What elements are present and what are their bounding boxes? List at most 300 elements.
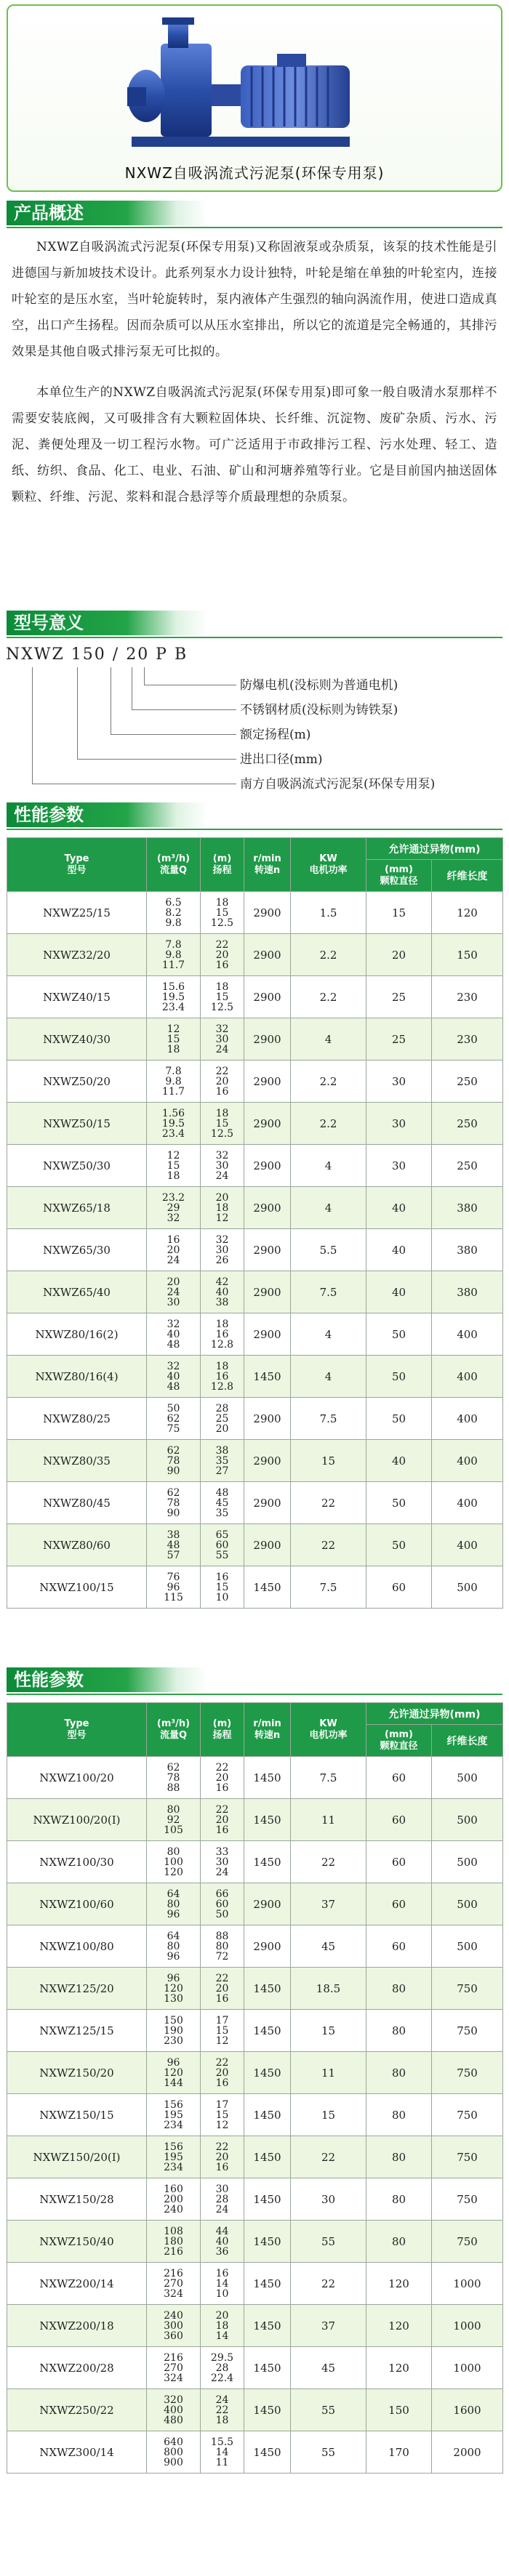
flow-cell-value: 76 — [167, 1571, 180, 1583]
power-cell: 55 — [291, 2431, 366, 2474]
fiber-cell: 400 — [432, 1524, 503, 1566]
speed-cell: 1450 — [244, 2263, 291, 2305]
flow-cell-value: 88 — [167, 1782, 180, 1794]
head-cell-value: 35 — [215, 1454, 229, 1467]
table-row — [7, 1757, 503, 1799]
model-cell: NXWZ80/45 — [7, 1482, 147, 1524]
head-cell-value: 38 — [215, 1444, 229, 1457]
speed-cell: 1450 — [244, 2221, 291, 2263]
solids-group-header: 允许通过异物(mm) — [366, 1703, 503, 1725]
flow-cell-value: 80 — [167, 1898, 180, 1910]
head-cell-value: 24 — [215, 1043, 229, 1055]
head-cell-value: 20 — [215, 1191, 229, 1204]
model-cell: NXWZ80/60 — [7, 1524, 147, 1566]
flow-cell-value: 90 — [167, 1465, 180, 1477]
flow-cell-value: 30 — [167, 1296, 180, 1308]
solids-group-header: 允许通过异物(mm) — [366, 838, 503, 860]
head-cell-value: 60 — [215, 1539, 229, 1551]
divider — [7, 1694, 502, 1695]
head-cell — [201, 1103, 244, 1145]
model-cell: NXWZ200/14 — [7, 2263, 147, 2305]
power-cell: 4 — [291, 1145, 366, 1187]
flow-cell — [147, 1356, 201, 1398]
flow-cell-value: 12 — [167, 1023, 180, 1035]
fiber-cell: 380 — [432, 1271, 503, 1313]
power-cell: 37 — [291, 2305, 366, 2347]
power-cell: 22 — [291, 2136, 366, 2178]
head-cell-value: 15 — [215, 1581, 229, 1593]
head-cell-value: 48 — [215, 1486, 229, 1499]
head-cell — [201, 2052, 244, 2094]
model-cell: NXWZ80/16(2) — [7, 1313, 147, 1356]
head-cell-value: 16 — [215, 2077, 229, 2089]
table-row — [7, 934, 503, 976]
model-cell: NXWZ50/15 — [7, 1103, 147, 1145]
speed-cell: 2900 — [244, 1229, 291, 1271]
table-row — [7, 1145, 503, 1187]
head-cell — [201, 1398, 244, 1440]
power-cell: 4 — [291, 1356, 366, 1398]
particle-cell: 30 — [366, 1103, 432, 1145]
head-cell — [201, 1145, 244, 1187]
power-cell: 15 — [291, 2094, 366, 2136]
flow-cell — [147, 2178, 201, 2221]
head-cell-value: 12.8 — [210, 1338, 234, 1351]
head-cell-value: 18 — [215, 1202, 229, 1214]
particle-cell: 60 — [366, 1799, 432, 1841]
power-cell: 4 — [291, 1018, 366, 1060]
flow-cell-value: 320 — [164, 2394, 183, 2406]
flow-cell-value: 9.8 — [165, 1075, 182, 1087]
head-cell-value: 24 — [215, 1170, 229, 1182]
speed-cell: 2900 — [244, 1482, 291, 1524]
head-cell-value: 22 — [215, 1065, 229, 1077]
particle-cell: 25 — [366, 976, 432, 1018]
head-cell — [201, 934, 244, 976]
fiber-cell: 1000 — [432, 2347, 503, 2389]
speed-cell: 1450 — [244, 1757, 291, 1799]
head-cell-value: 14 — [215, 2330, 229, 2342]
speed-header: r/min 转速n — [244, 838, 291, 892]
head-cell-value: 26 — [215, 1254, 229, 1266]
particle-cell: 80 — [366, 2221, 432, 2263]
head-cell-value: 18 — [215, 1360, 229, 1372]
particle-cell: 60 — [366, 1925, 432, 1968]
power-cell: 2.2 — [291, 934, 366, 976]
head-header: (m) 扬程 — [201, 1703, 244, 1757]
flow-cell-value: 64 — [167, 1888, 180, 1900]
model-cell: NXWZ300/14 — [7, 2431, 147, 2474]
fiber-cell: 150 — [432, 934, 503, 976]
head-cell-value: 22 — [215, 1761, 229, 1774]
pump-illustration — [117, 15, 379, 154]
speed-cell: 1450 — [244, 2136, 291, 2178]
head-cell-value: 14 — [215, 2277, 229, 2290]
flow-cell — [147, 2347, 201, 2389]
head-cell-value: 22 — [215, 2141, 229, 2153]
performance-table-1 — [7, 837, 503, 1609]
table-row — [7, 1440, 503, 1482]
power-cell: 4 — [291, 1187, 366, 1229]
fiber-cell: 380 — [432, 1187, 503, 1229]
divider — [7, 637, 502, 638]
flow-cell — [147, 1187, 201, 1229]
head-cell — [201, 1271, 244, 1313]
model-cell: NXWZ150/20 — [7, 2052, 147, 2094]
speed-cell: 1450 — [244, 2347, 291, 2389]
head-cell-value: 12.5 — [210, 917, 234, 929]
fiber-cell: 250 — [432, 1103, 503, 1145]
head-cell-value: 20 — [215, 1422, 229, 1435]
flow-cell-value: 78 — [167, 1771, 180, 1784]
particle-cell: 40 — [366, 1187, 432, 1229]
power-cell: 11 — [291, 2052, 366, 2094]
head-cell — [201, 2010, 244, 2052]
flow-cell-value: 23.2 — [161, 1191, 185, 1204]
fiber-cell: 230 — [432, 1018, 503, 1060]
head-cell-value: 10 — [215, 2287, 229, 2300]
power-cell: 7.5 — [291, 1566, 366, 1609]
flow-cell-value: 900 — [164, 2456, 183, 2468]
table-row — [7, 2010, 503, 2052]
flow-cell-value: 270 — [164, 2362, 183, 2374]
flow-cell-value: 20 — [167, 1276, 180, 1288]
model-cell: NXWZ32/20 — [7, 934, 147, 976]
flow-cell-value: 195 — [164, 2109, 183, 2121]
model-cell: NXWZ65/18 — [7, 1187, 147, 1229]
head-cell — [201, 2347, 244, 2389]
flow-cell-value: 23.4 — [161, 1127, 185, 1140]
flow-cell — [147, 2305, 201, 2347]
performance-heading-1: 性能参数 — [7, 802, 225, 827]
table-row — [7, 1313, 503, 1356]
model-cell: NXWZ50/20 — [7, 1060, 147, 1103]
model-cell: NXWZ150/20(I) — [7, 2136, 147, 2178]
flow-cell-value: 270 — [164, 2277, 183, 2290]
table-row — [7, 2347, 503, 2389]
flow-cell-value: 75 — [167, 1422, 180, 1435]
overview-heading: 产品概述 — [7, 201, 225, 225]
flow-cell-value: 57 — [167, 1549, 180, 1561]
particle-cell: 120 — [366, 2347, 432, 2389]
head-cell-value: 16 — [215, 1782, 229, 1794]
flow-cell-value: 20 — [167, 1244, 180, 1256]
flow-cell-value: 234 — [164, 2161, 183, 2173]
speed-cell: 1450 — [244, 1799, 291, 1841]
head-cell — [201, 2178, 244, 2221]
speed-cell: 1450 — [244, 1841, 291, 1883]
flow-cell-value: 324 — [164, 2287, 183, 2300]
flow-cell-value: 15 — [167, 1159, 180, 1172]
head-cell-value: 38 — [215, 1296, 229, 1308]
flow-cell-value: 120 — [164, 1866, 183, 1878]
particle-cell: 30 — [366, 1145, 432, 1187]
leader-line — [32, 667, 236, 784]
particle-cell: 60 — [366, 1883, 432, 1925]
particle-cell: 80 — [366, 2136, 432, 2178]
head-cell-value: 20 — [215, 2309, 229, 2322]
fiber-cell: 400 — [432, 1440, 503, 1482]
model-cell: NXWZ50/30 — [7, 1145, 147, 1187]
table-row — [7, 1566, 503, 1609]
flow-cell — [147, 1841, 201, 1883]
head-cell — [201, 1018, 244, 1060]
speed-cell: 2900 — [244, 1524, 291, 1566]
table-row — [7, 1841, 503, 1883]
flow-cell — [147, 976, 201, 1018]
flow-cell-value: 150 — [164, 2014, 183, 2026]
head-cell — [201, 1757, 244, 1799]
type-header: Type 型号 — [7, 1703, 147, 1757]
table-row — [7, 2305, 503, 2347]
table-row — [7, 1925, 503, 1968]
model-explanation-explosion-proof: 防爆电机(没标则为普通电机) — [240, 678, 398, 693]
particle-cell: 50 — [366, 1524, 432, 1566]
fiber-cell: 120 — [432, 892, 503, 934]
particle-cell: 80 — [366, 2094, 432, 2136]
head-cell-value: 35 — [215, 1507, 229, 1519]
flow-cell-value: 800 — [164, 2446, 183, 2458]
fiber-cell: 1000 — [432, 2305, 503, 2347]
fiber-header: 纤维长度 — [432, 1725, 503, 1757]
table-row — [7, 1060, 503, 1103]
head-cell — [201, 1187, 244, 1229]
flow-cell-value: 130 — [164, 1992, 183, 2005]
speed-cell: 1450 — [244, 2178, 291, 2221]
head-cell-value: 36 — [215, 2245, 229, 2258]
speed-cell: 2900 — [244, 976, 291, 1018]
flow-cell-value: 360 — [164, 2330, 183, 2342]
fiber-cell: 500 — [432, 1883, 503, 1925]
speed-cell: 2900 — [244, 1018, 291, 1060]
head-cell — [201, 1060, 244, 1103]
flow-cell — [147, 1398, 201, 1440]
table-row — [7, 2389, 503, 2431]
flow-cell-value: 96 — [167, 1908, 180, 1920]
model-cell: NXWZ65/40 — [7, 1271, 147, 1313]
flow-cell-value: 18 — [167, 1043, 180, 1055]
flow-cell-value: 144 — [164, 2077, 183, 2089]
flow-cell-value: 24 — [167, 1286, 180, 1298]
model-cell: NXWZ80/16(4) — [7, 1356, 147, 1398]
head-cell-value: 88 — [215, 1930, 229, 1942]
head-cell-value: 22 — [215, 938, 229, 951]
flow-cell-value: 115 — [164, 1591, 183, 1603]
head-cell-value: 30 — [215, 1244, 229, 1256]
head-cell-value: 16 — [215, 1370, 229, 1382]
power-header: KW 电机功率 — [291, 838, 366, 892]
model-explanation-head: 额定扬程(m) — [240, 728, 311, 742]
flow-cell-value: 300 — [164, 2319, 183, 2332]
head-cell-value: 72 — [215, 1950, 229, 1963]
flow-cell — [147, 1799, 201, 1841]
head-cell-value: 33 — [215, 1846, 229, 1858]
power-cell: 4 — [291, 1313, 366, 1356]
overview-paragraph-2: 本单位生产的NXWZ自吸涡流式污泥泵(环保专用泵)即可象一般自吸清水泵那样不需要安装底阀，又可吸排含有大颗粒固体块、长纤维、沉淀物、废矿杂质、污水、污泥、粪便处理及一切工程污水物。可广泛适用于市政排污工程、污水处理、轻工、造纸、纺织、食品、化工、电业、石油、矿山和河塘养殖等行业。它是目前国内抽送固体颗粒、纤维、污泥、浆料和混合悬浮等介质最理想的杂质泵。 — [12, 385, 497, 504]
head-cell-value: 11 — [215, 2456, 229, 2468]
flow-cell-value: 216 — [164, 2245, 183, 2258]
table-row — [7, 2052, 503, 2094]
flow-cell-value: 234 — [164, 2119, 183, 2131]
head-cell-value: 40 — [215, 1286, 229, 1298]
power-cell: 15 — [291, 2010, 366, 2052]
head-cell-value: 20 — [215, 1771, 229, 1784]
flow-cell — [147, 934, 201, 976]
particle-cell: 50 — [366, 1313, 432, 1356]
head-cell-value: 18 — [215, 2319, 229, 2332]
flow-cell-value: 96 — [167, 2056, 180, 2069]
flow-cell-value: 100 — [164, 1856, 183, 1868]
head-cell-value: 20 — [215, 1075, 229, 1087]
flow-cell-value: 16 — [167, 1233, 180, 1246]
table-row — [7, 892, 503, 934]
flow-cell — [147, 1757, 201, 1799]
performance-heading-2: 性能参数 — [7, 1667, 225, 1692]
flow-cell — [147, 1440, 201, 1482]
flow-cell-value: 105 — [164, 1824, 183, 1836]
head-cell — [201, 2305, 244, 2347]
speed-cell: 2900 — [244, 1440, 291, 1482]
head-cell-value: 20 — [215, 2151, 229, 2163]
flow-cell-value: 216 — [164, 2267, 183, 2279]
flow-cell-value: 180 — [164, 2235, 183, 2247]
head-cell-value: 18 — [215, 2414, 229, 2426]
head-cell-value: 66 — [215, 1888, 229, 1900]
head-cell — [201, 976, 244, 1018]
model-explanation-series: 南方自吸涡流式污泥泵(环保专用泵) — [240, 777, 436, 792]
flow-cell-value: 23.4 — [161, 1001, 185, 1013]
particle-cell: 80 — [366, 2178, 432, 2221]
power-cell: 30 — [291, 2178, 366, 2221]
model-cell: NXWZ25/15 — [7, 892, 147, 934]
flow-cell — [147, 1018, 201, 1060]
head-cell-value: 16 — [215, 1085, 229, 1098]
flow-cell — [147, 1482, 201, 1524]
head-cell-value: 12 — [215, 2119, 229, 2131]
flow-cell-value: 29 — [167, 1202, 180, 1214]
head-cell — [201, 1883, 244, 1925]
head-header: (m) 扬程 — [201, 838, 244, 892]
fiber-cell: 1600 — [432, 2389, 503, 2431]
flow-cell-value: 92 — [167, 1814, 180, 1826]
speed-cell: 1450 — [244, 2389, 291, 2431]
power-cell: 7.5 — [291, 1271, 366, 1313]
power-cell: 5.5 — [291, 1229, 366, 1271]
speed-cell: 1450 — [244, 2094, 291, 2136]
head-cell-value: 17 — [215, 2014, 229, 2026]
flow-cell-value: 195 — [164, 2151, 183, 2163]
flow-cell-value: 480 — [164, 2414, 183, 2426]
head-cell-value: 16 — [215, 1328, 229, 1340]
flow-cell — [147, 1060, 201, 1103]
power-cell: 18.5 — [291, 1968, 366, 2010]
flow-cell-value: 108 — [164, 2225, 183, 2237]
table-row — [7, 2431, 503, 2474]
speed-cell: 2900 — [244, 1187, 291, 1229]
flow-cell-value: 230 — [164, 2034, 183, 2047]
model-cell: NXWZ40/15 — [7, 976, 147, 1018]
fiber-cell: 250 — [432, 1060, 503, 1103]
head-cell-value: 15 — [215, 2109, 229, 2121]
power-cell: 7.5 — [291, 1398, 366, 1440]
flow-cell — [147, 2431, 201, 2474]
head-cell — [201, 892, 244, 934]
flow-cell-value: 240 — [164, 2203, 183, 2215]
fiber-cell: 750 — [432, 2094, 503, 2136]
head-cell — [201, 1524, 244, 1566]
particle-cell: 15 — [366, 892, 432, 934]
head-cell-value: 16 — [215, 1824, 229, 1836]
head-cell-value: 30 — [215, 1856, 229, 1868]
head-cell-value: 20 — [215, 949, 229, 961]
flow-cell-value: 190 — [164, 2024, 183, 2037]
overview-paragraph-1: NXWZ自吸涡流式污泥泵(环保专用泵)又称固液泵或杂质泵，该泵的技术性能是引进德国与新加坡技术设计。此系列泵水力设计独特，叶轮是缩在单独的叶轮室内，连接叶轮室的是压水室，当叶轮旋转时，泵内液体产生强烈的轴向涡流作用，使进口造成真空，出口产生扬程。因而杂质可以从压水室排出，所以它的流道是完全畅通的，其排污效果是其他自吸式排污泵无可比拟的。 — [12, 240, 497, 359]
flow-cell — [147, 2052, 201, 2094]
head-cell-value: 27 — [215, 1465, 229, 1477]
head-cell-value: 14 — [215, 2446, 229, 2458]
speed-cell: 1450 — [244, 2052, 291, 2094]
head-cell-value: 22 — [215, 1972, 229, 1984]
product-caption: NXWZ自吸涡流式污泥泵(环保专用泵) — [124, 164, 385, 182]
particle-cell: 170 — [366, 2431, 432, 2474]
head-cell — [201, 2263, 244, 2305]
particle-cell: 40 — [366, 1271, 432, 1313]
head-cell — [201, 1313, 244, 1356]
head-cell-value: 45 — [215, 1497, 229, 1509]
flow-cell-value: 40 — [167, 1328, 180, 1340]
fiber-cell: 750 — [432, 1968, 503, 2010]
model-cell: NXWZ150/40 — [7, 2221, 147, 2263]
model-cell: NXWZ150/15 — [7, 2094, 147, 2136]
particle-cell: 80 — [366, 2010, 432, 2052]
model-cell: NXWZ100/60 — [7, 1883, 147, 1925]
flow-cell-value: 78 — [167, 1454, 180, 1467]
speed-cell: 2900 — [244, 1271, 291, 1313]
flow-cell-value: 62 — [167, 1444, 180, 1457]
table-row — [7, 2221, 503, 2263]
particle-cell: 50 — [366, 1398, 432, 1440]
head-cell-value: 24 — [215, 2203, 229, 2215]
flow-cell — [147, 892, 201, 934]
flow-cell-value: 80 — [167, 1846, 180, 1858]
model-cell: NXWZ200/18 — [7, 2305, 147, 2347]
power-cell: 22 — [291, 1841, 366, 1883]
particle-cell: 60 — [366, 1841, 432, 1883]
speed-cell: 1450 — [244, 2010, 291, 2052]
particle-cell: 40 — [366, 1229, 432, 1271]
model-cell: NXWZ125/20 — [7, 1968, 147, 2010]
particle-header: (mm) 颗粒直径 — [366, 860, 432, 892]
head-cell — [201, 1482, 244, 1524]
head-cell-value: 32 — [215, 1149, 229, 1162]
model-code-example: NXWZ 150 / 20 P B — [6, 645, 188, 664]
head-cell-value: 16 — [215, 1992, 229, 2005]
fiber-cell: 380 — [432, 1229, 503, 1271]
fiber-cell: 500 — [432, 1566, 503, 1609]
flow-cell — [147, 1271, 201, 1313]
head-cell-value: 12.5 — [210, 1127, 234, 1140]
fiber-cell: 750 — [432, 2052, 503, 2094]
type-header: Type 型号 — [7, 838, 147, 892]
head-cell-value: 18 — [215, 896, 229, 909]
table-row — [7, 1356, 503, 1398]
flow-cell-value: 32 — [167, 1360, 180, 1372]
flow-cell-value: 240 — [164, 2309, 183, 2322]
head-cell-value: 15 — [215, 991, 229, 1003]
flow-cell-value: 64 — [167, 1930, 180, 1942]
flow-cell-value: 96 — [167, 1972, 180, 1984]
particle-cell: 20 — [366, 934, 432, 976]
